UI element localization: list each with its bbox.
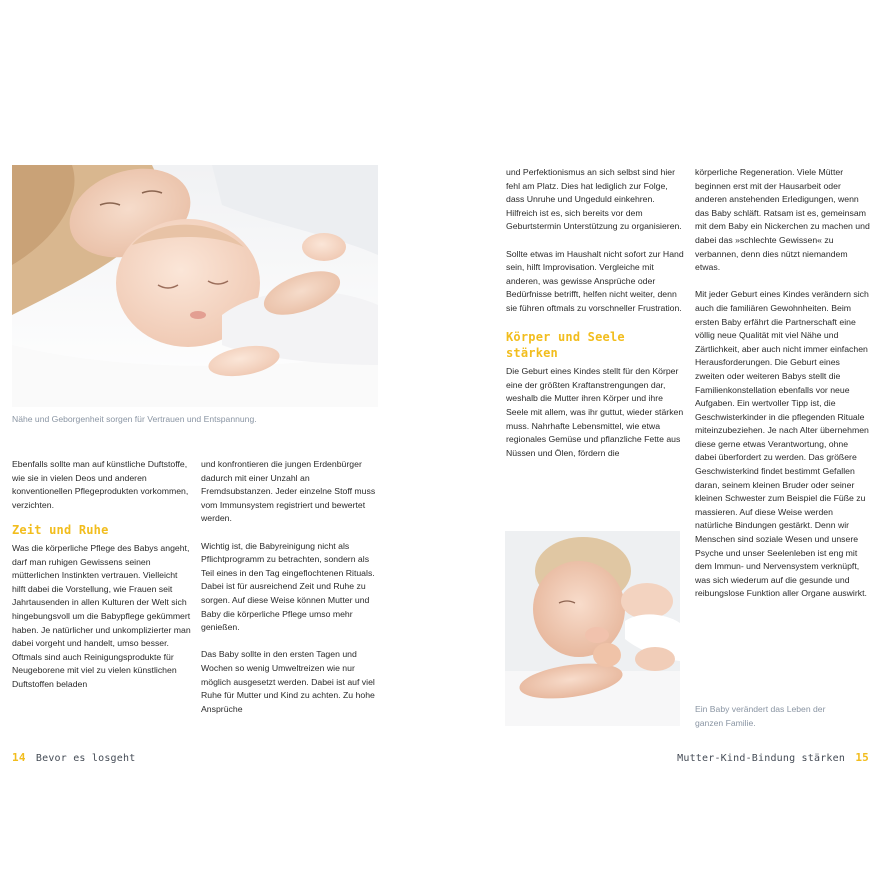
page-number: 14 bbox=[12, 751, 26, 764]
paragraph: und konfrontieren die jungen Erdenbürger dadurch mit einer Unzahl an Fremdsubstanzen. Jeder einzelne Stoff muss vom Immunsystem registriert und bewertet werden. bbox=[201, 459, 376, 524]
right-page bbox=[437, 0, 875, 875]
paragraph: Die Geburt eines Kindes stellt für den Körper eine der größten Kraftanstrengungen dar, weshalb die Mutter ihren Körper und ihre Seele mit allem, was ihr guttut, wieder stärken muss. Nahrhafte Lebensmittel, wie etwa regionales Gemüse und pflanzliche Fette aus Nüssen und Ölen, fördern die bbox=[506, 366, 684, 458]
paragraph: Wichtig ist, die Babyreinigung nicht als Pflichtprogramm zu betrachten, sondern als Teil eines in den Tag eingeflochtenen Rituals. Dabei ist für ausreichend Zeit und Ruhe zu sorgen. Auf diese Weise können Mutter und Baby die körperliche Pflege umso mehr genießen. bbox=[201, 540, 375, 633]
right-column-2 bbox=[695, 166, 871, 601]
paragraph: Ebenfalls sollte man auf künstliche Duftstoffe, wie sie in vielen Deos und anderen konventionellen Pflegeprodukten vorkommen, verzichten. bbox=[12, 459, 189, 510]
folio-right bbox=[677, 751, 869, 764]
folio-left bbox=[12, 751, 135, 764]
paragraph: körperliche Regeneration. Viele Mütter beginnen erst mit der Hausarbeit oder anderen anstehenden Erledigungen, wenn das Baby schläft. Ratsam ist es, gemeinsam mit dem Baby ein Nickerchen zu machen und dabei das »schlechte Gewissen« zu verbannen, denn dies nützt niemandem etwas. bbox=[695, 167, 870, 273]
paragraph: und Perfektionismus an sich selbst sind hier fehl am Platz. Dies hat lediglich zur Folge, dass Unruhe und Ungeduld einkehren. Hilfreich ist es, sich bereits vor dem Geburtstermin Unterstützung zu organisieren. bbox=[506, 167, 682, 232]
page-number: 15 bbox=[855, 751, 869, 764]
section-heading: Zeit und Ruhe bbox=[12, 522, 109, 537]
left-column-1 bbox=[12, 458, 192, 692]
chapter-title: Mutter-Kind-Bindung stärken bbox=[677, 753, 846, 764]
paragraph: Das Baby sollte in den ersten Tagen und Wochen so wenig Umweltreizen wie nur möglich ausgesetzt werden. Dabei ist auf viel Ruhe für Mutter und Kind zu achten. Zu hohe Ansprüche bbox=[201, 649, 375, 714]
left-column-2 bbox=[201, 458, 379, 716]
section-heading: Körper und Seele stärken bbox=[506, 330, 625, 361]
siblings-photo bbox=[505, 531, 680, 726]
paragraph: Mit jeder Geburt eines Kindes verändern sich auch die familiären Gewohnheiten. Beim ersten Baby erfährt die Partnerschaft eine völlig neue Qualität mit viel Nähe und Zärtlichkeit, aber auch nicht immer einfachen Herausforderungen. Die Geburt eines zweiten oder weiteren Babys stellt die Familienkonstellation ebenfalls vor neue Aufgaben. Ein wertvoller Tipp ist, die Geschwisterkinder in die pflegenden Rituale miteinzubeziehen. Je nach Alter übernehmen diese gerne etwas Verantwortung, ohne dabei überfordert zu werden. Das größere Geschwisterkind findet bestimmt Gefallen daran, seinem kleinen Bruder oder seiner kleinen Schwester zum Beispiel die Füße zu massieren. Auf diese Weise werden natürliche Bindungen gestärkt. Denn wir Menschen sind soziale Wesen und unsere Psyche und unser Seelenleben ist eng mit dem Immun- und Nervensystem verknüpft, was sich wiederum auf die gesunde und reibungslose Funktion aller Organe auswirkt. bbox=[695, 289, 869, 599]
paragraph: Sollte etwas im Haushalt nicht sofort zur Hand sein, hilft Improvisation. Vergleiche mit anderen, was gewisse Ansprüche oder Bedürfnisse betrifft, helfen nicht weiter, denn sie führen oftmals zu vorschneller Frustration. bbox=[506, 248, 684, 313]
mother-baby-photo bbox=[12, 165, 378, 407]
photo-caption: Ein Baby verändert das Leben der ganzen Familie. bbox=[695, 704, 826, 728]
photo-caption: Nähe und Geborgenheit sorgen für Vertrauen und Entspannung. bbox=[12, 414, 257, 424]
left-page bbox=[0, 0, 437, 875]
right-column-1 bbox=[506, 166, 684, 460]
chapter-title: Bevor es losgeht bbox=[35, 753, 136, 764]
paragraph: Was die körperliche Pflege des Babys angeht, darf man ruhigen Gewissens seinen mütterlichen Instinkten vertrauen. Vielleicht hilft dabei die Vorstellung, wie Frauen seit Jahrtausenden in allen Kulturen der Welt sich hingebungsvoll um die Babypflege gekümmert haben. Je natürlicher und unkomplizierter man dabei vorgeht und handelt, umso besser. Oftmals sind auch Reinigungsprodukte für Neugeborene mit viel zu vielen künstlichen Duftstoffen beladen bbox=[12, 542, 191, 689]
